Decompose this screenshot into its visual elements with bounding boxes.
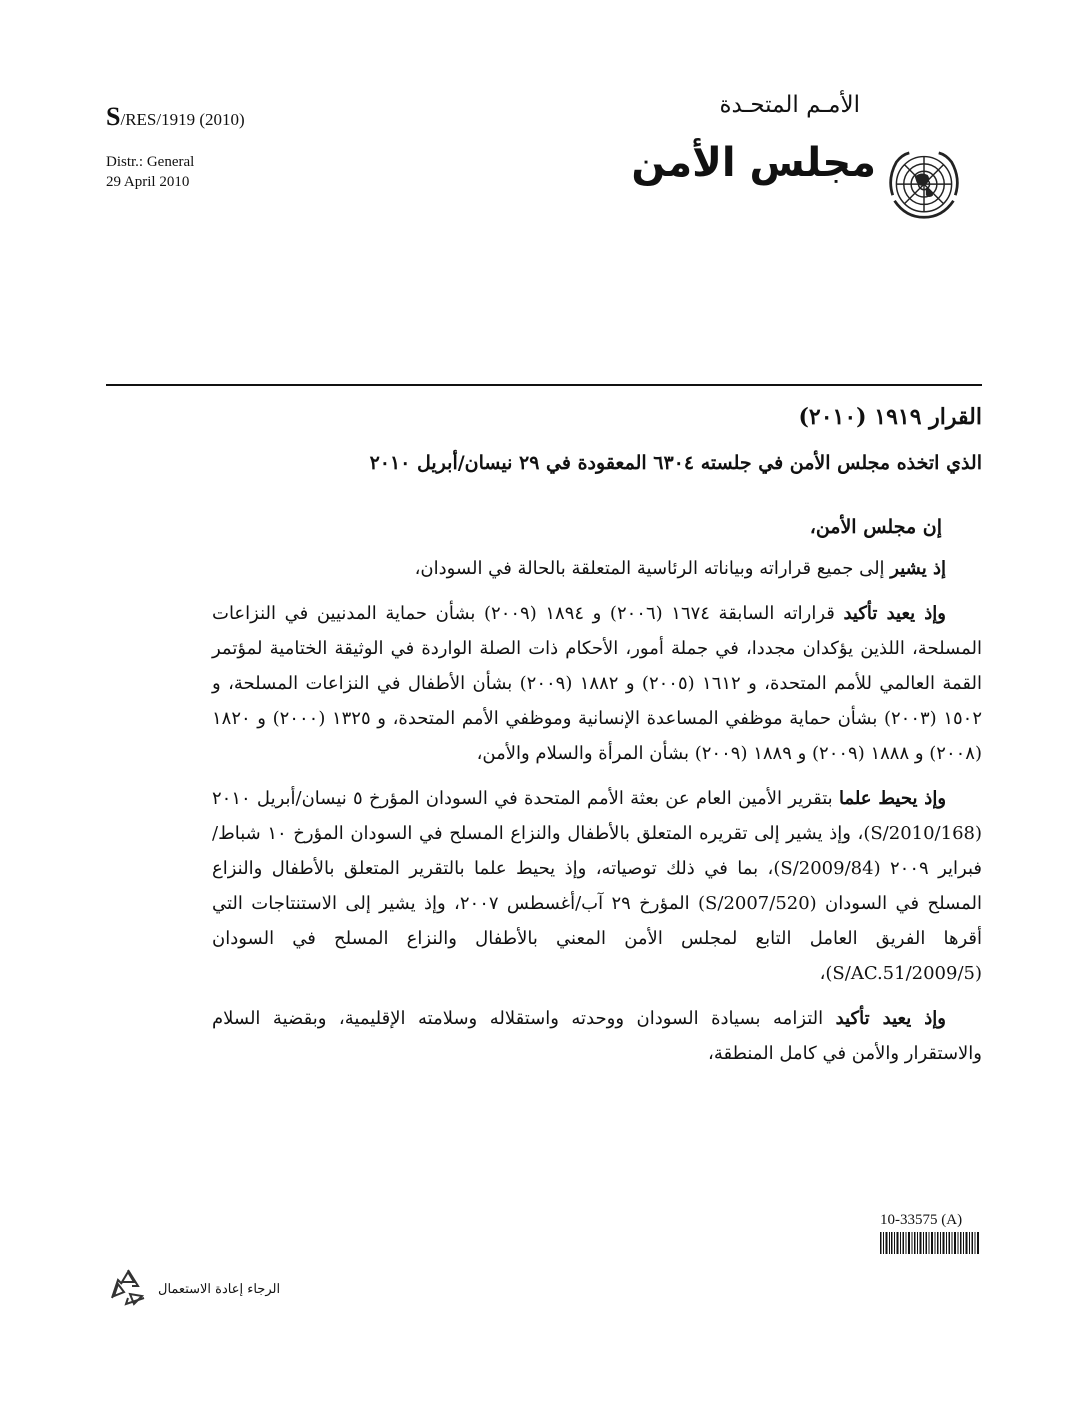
resolution-title: القرار ١٩١٩ (٢٠١٠)	[798, 404, 982, 430]
organization-name: الأمـم المتحـدة	[719, 92, 860, 118]
paragraph-text: بتقرير الأمين العام عن بعثة الأمم المتحدة في السودان المؤرخ ٥ نيسان/أبريل ٢٠١٠ (S/2010/168)، وإذ يشير إلى تقريره المتعلق بالأطفال والنزاع المسلح في السودان المؤرخ ١٠ شباط/فبراير ٢٠٠٩ (S/2009/84)، بما في ذلك توصياته، وإذ يحيط علما بالتقرير المتعلق بالأطفال والنزاع المسلح في السودان (S/2007/520) المؤرخ ٢٩ آب/أغسطس ٢٠٠٧، وإذ يشير إلى الاستنتاجات التي أقرها الفريق العامل التابع لمجلس الأمن المعني بالأطفال والنزاع المسلح في السودان (S/AC.51/2009/5)،	[212, 788, 982, 984]
resolution-body	[212, 510, 982, 1081]
un-emblem-icon	[878, 140, 970, 232]
paragraph-text: إلى جميع قراراته وبياناته الرئاسية المتعلقة بالحالة في السودان،	[414, 558, 891, 579]
paragraph-lead: وإذ يحيط علما	[838, 788, 947, 809]
preamble-paragraph	[212, 781, 982, 991]
recycle-text: الرجاء إعادة الاستعمال	[158, 1282, 281, 1297]
document-symbol-s: S	[106, 102, 121, 131]
paragraph-lead: وإذ يعيد تأكيد	[843, 603, 946, 624]
paragraph-lead: إذ يشير	[890, 558, 946, 579]
preamble-paragraph	[212, 596, 982, 771]
distribution-block	[106, 152, 194, 192]
document-symbol-rest: /RES/1919 (2010)	[120, 110, 245, 129]
document-symbol	[106, 102, 245, 132]
preamble-paragraph	[212, 1001, 982, 1071]
organ-name: مجلس الأمن	[631, 140, 876, 186]
paragraph-text: قراراته السابقة ١٦٧٤ (٢٠٠٦) و ١٨٩٤ (٢٠٠٩) بشأن حماية المدنيين في النزاعات المسلحة، اللذين يؤكدان مجددا، في جملة أمور، الأحكام ذات الصلة الواردة في الوثيقة الختامية لمؤتمر القمة العالمي للأمم المتحدة، و ١٦١٢ (٢٠٠٥) و ١٨٨٢ (٢٠٠٩) بشأن الأطفال في النزاعات المسلحة، و ١٥٠٢ (٢٠٠٣) بشأن حماية موظفي المساعدة الإنسانية وموظفي الأمم المتحدة، و ١٣٢٥ (٢٠٠٠) و ١٨٢٠ (٢٠٠٨) و ١٨٨٨ (٢٠٠٩) و ١٨٨٩ (٢٠٠٩) بشأن المرأة والسلام والأمن،	[212, 603, 982, 764]
resolution-subtitle: الذي اتخذه مجلس الأمن في جلسته ٦٣٠٤ المعقودة في ٢٩ نيسان/أبريل ٢٠١٠	[369, 452, 982, 474]
document-date: 29 April 2010	[106, 174, 190, 190]
distribution-label: Distr.: General	[106, 154, 195, 170]
barcode-icon	[880, 1232, 980, 1254]
document-number: 10-33575 (A)	[880, 1212, 963, 1228]
council-opening: إن مجلس الأمن،	[809, 516, 942, 538]
paragraph-text: التزامه بسيادة السودان ووحدته واستقلاله وسلامته الإقليمية، وبقضية السلام والاستقرار والأمن في كامل المنطقة،	[212, 1008, 982, 1064]
preamble-paragraph	[212, 551, 982, 586]
paragraph-lead: وإذ يعيد تأكيد	[835, 1008, 946, 1029]
recycle-icon	[104, 1264, 152, 1312]
header-divider	[106, 384, 982, 386]
